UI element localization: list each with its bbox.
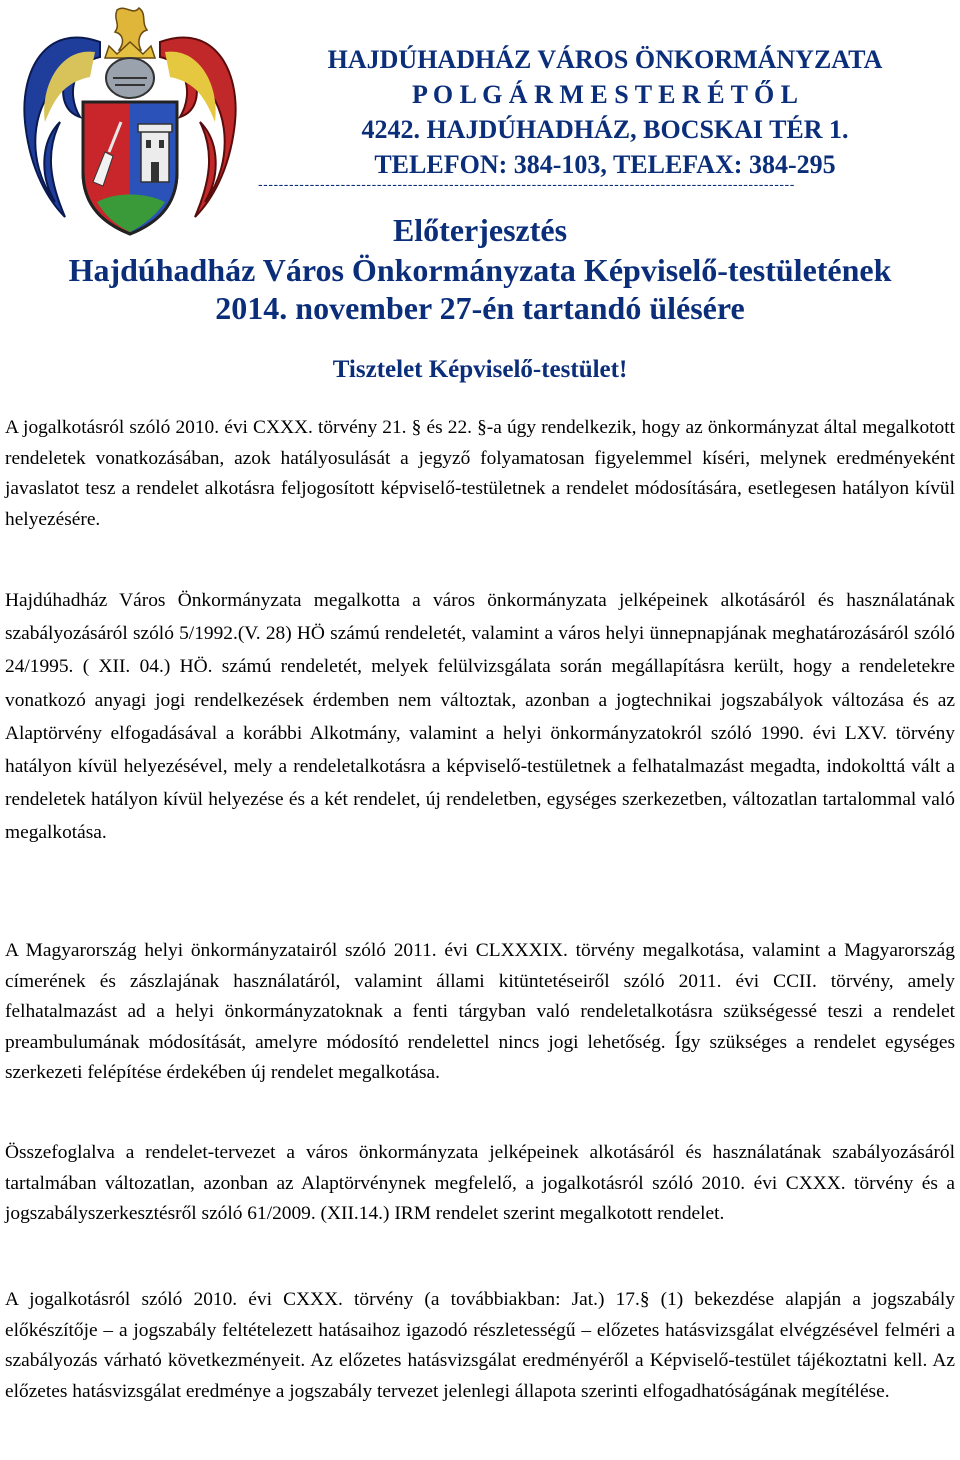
letterhead-address: 4242. HAJDÚHADHÁZ, BOCSKAI TÉR 1. — [361, 115, 849, 144]
paragraph-3: A Magyarország helyi önkormányzatairól szóló 2011. évi CLXXXIX. törvény megalkotása, valamint a Magyarország címerének és zászlajának használatáról, valamint állami kitüntetéseiről szóló 2011. évi CCII. törvény, amely felhatalmazást ad a helyi önkormányzatoknak a fenti tárgyban való rendeletalkotásra szükségessé teszi a rendelet preambulumának módosítását, amelyre módosító rendelettel nincs jogi lehetőség. Így szükséges a rendelet egységes szerkezeti felépítése érdekében új rendelet megalkotása. — [5, 940, 955, 1084]
salutation: Tisztelet Képviselő-testület! — [332, 356, 628, 383]
document-subtitle: Hajdúhadház Város Önkormányzata Képviselő-testületének — [68, 252, 892, 288]
meeting-date: 2014. november 27-én tartandó ülésére — [215, 290, 745, 326]
letterhead-separator: -------------------------------------------------------------------------------------------------------- — [258, 178, 795, 190]
letterhead-org-name: HAJDÚHADHÁZ VÁROS ÖNKORMÁNYZATA — [327, 45, 883, 74]
paragraph-1: A jogalkotásról szóló 2010. évi CXXX. törvény 21. § és 22. §-a úgy rendelkezik, hogy az önkormányzat által megalkotott rendeletek vonatkozásában, azok hatályosulását a jegyző folyamatosan figyelemmel kíséri, melynek eredményeként javaslatot tesz a rendelet alkotásra feljogosított képviselő-testületnek a rendelet módosítására, esetlegesen hatályon kívül helyezésére. — [5, 417, 955, 530]
coat-of-arms-logo — [5, 2, 255, 242]
document-title: Előterjesztés — [392, 212, 568, 248]
letterhead-office: P O L G Á R M E S T E R É T Ő L — [411, 80, 799, 109]
paragraph-5: A jogalkotásról szóló 2010. évi CXXX. törvény (a továbbiakban: Jat.) 17.§ (1) bekezdése alapján a jogszabály előkészítője – a jogszabály feltételezett hatásaihoz igazodó részletességű – előzetes hatásvizsgálat elvégzésével felméri a szabályozás várható következményeit. Az előzetes hatásvizsgálat eredményéről a Képviselő-testület tájékoztatni kell. Az előzetes hatásvizsgálat eredménye a jogszabály tervezet jelenlegi állapota szerinti elfogadhatóságának megítélése. — [5, 1289, 955, 1402]
paragraph-2: Hajdúhadház Város Önkormányzata megalkotta a város önkormányzata jelképeinek alkotásáról és használatának szabályozásáról szóló 5/1992.(V. 28) HÖ számú rendeletét, valamint a város helyi ünnepnapjának meghatározásáról szóló 24/1995. ( XII. 04.) HÖ. számú rendeletét, melyek felülvizsgálata során megállapításra került, hogy a rendeletekre vonatkozó anyagi jogi rendelkezések érdemben nem változtak, azonban a jogtechnikai jogszabályok változása és az Alaptörvény elfogadásával a korábbi Alkotmány, valamint a helyi önkormányzatokról szóló 1990. évi LXV. törvény hatályon kívül helyezésével, mely a rendeletalkotásra a képviselő-testületnek a felhatalmazást megadta, indokolttá vált a rendeletek hatályon kívül helyezése és a két rendelet, új rendeletben, egységes szerkezetben, változatlan tartalommal való megalkotása. — [5, 590, 955, 844]
letterhead — [250, 42, 960, 182]
letterhead-phone: TELEFON: 384-103, TELEFAX: 384-295 — [374, 150, 836, 179]
paragraph-4: Összefoglalva a rendelet-tervezet a város önkormányzata jelképeinek alkotásáról és használatának szabályozásáról tartalmában változatlan, azonban az Alaptörvénynek megfelelő, a jogalkotásról szóló 2010. évi CXXX. törvény és a jogszabályszerkesztésről szóló 61/2009. (XII.14.) IRM rendelet szerint megalkotott rendelet. — [5, 1142, 955, 1225]
